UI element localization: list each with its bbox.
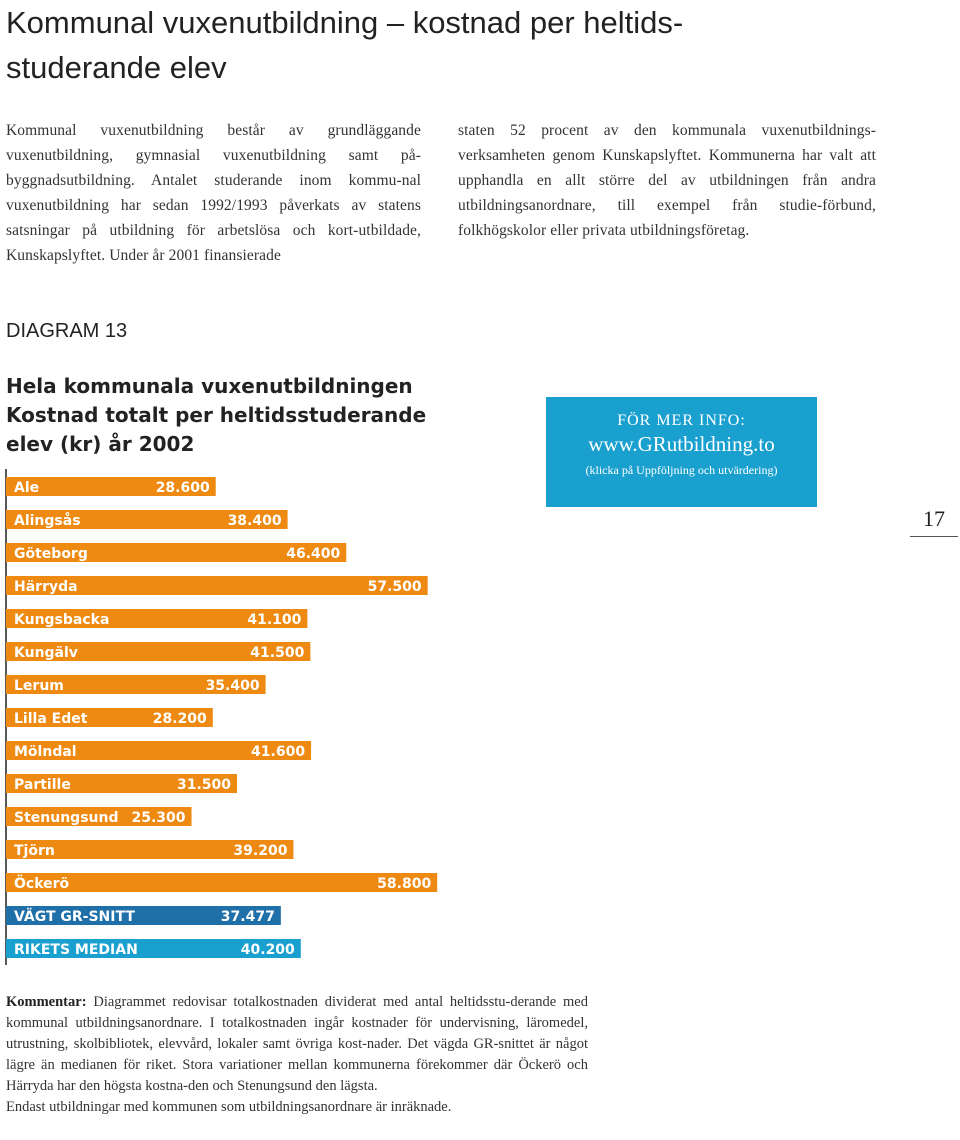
bar-category-label: Ale <box>14 480 40 496</box>
comment-text: Diagrammet redovisar totalkostnaden dividerat med antal heltidsstu-derande med kommunal utbildningsanordnare. I totalkostnaden ingår kostnader för undervisning, läromedel, utrustning, skolbibliotek, elevvård, lokaler samt övriga kost-nader. Det vägda GR-snittet är något lägre än medianen för riket. Stora variationer mellan kommunerna förekommer där Öckerö och Härryda har den högsta kostna-den och Stenungsund den lägsta. <box>6 994 588 1094</box>
chart-title-line: elev (kr) år 2002 <box>6 432 195 456</box>
intro-text-left: Kommunal vuxenutbildning består av grundläggande vuxenutbildning, gymnasial vuxenutbildning samt på-byggnadsutbildning. Antalet studerande inom kommu-nal vuxenutbildning har sedan 1992/1993 påverkats av statens satsningar på utbildning för arbetslösa och kort-utbildade, Kunskapslyftet. Under år 2001 finansierade <box>6 122 421 264</box>
bar-category-label: VÄGT GR-SNITT <box>14 909 135 925</box>
info-url-link[interactable]: www.GRutbildning.to <box>588 432 775 456</box>
bar-value-label: 40.200 <box>240 942 295 958</box>
info-subtext: (klicka på Uppföljning och utvärdering) <box>585 463 778 477</box>
bar-category-label: Kungsbacka <box>14 612 110 628</box>
info-heading: FÖR MER INFO: <box>617 412 746 429</box>
bar-value-label: 46.400 <box>286 546 341 562</box>
page-title: Kommunal vuxenutbildning – kostnad per heltids-studerande elev <box>6 5 684 85</box>
bar-category-label: Lerum <box>14 678 64 694</box>
chart-comment <box>6 992 588 1118</box>
comment-label: Kommentar: <box>6 994 87 1010</box>
chart-title-line: Kostnad totalt per heltidsstuderande <box>6 403 427 427</box>
bar-value-label: 25.300 <box>131 810 186 826</box>
bar-category-label: RIKETS MEDIAN <box>14 942 138 958</box>
bar-category-label: Härryda <box>14 579 78 595</box>
bar-category-label: Göteborg <box>14 546 88 562</box>
bar-value-label: 39.200 <box>233 843 288 859</box>
intro-text-right: staten 52 procent av den kommunala vuxenutbildnings-verksamheten genom Kunskapslyftet. Kommunerna har valt att upphandla en allt större del av utbildningen från andra utbildningsanordnare, till exempel från studie-förbund, folkhögskolor eller privata utbildningsföretag. <box>458 122 876 239</box>
bar-category-label: Alingsås <box>14 513 81 529</box>
bar-category-label: Stenungsund <box>14 810 119 826</box>
bar-öckerö <box>6 873 437 892</box>
page-number: 17 <box>910 506 958 537</box>
bar-value-label: 38.400 <box>227 513 282 529</box>
comment-footnote: Endast utbildningar med kommunen som utbildningsanordnare är inräknade. <box>6 1099 452 1115</box>
chart-title <box>6 372 427 459</box>
diagram-label: DIAGRAM 13 <box>6 320 128 342</box>
bar-value-label: 41.100 <box>247 612 302 628</box>
bar-value-label: 28.600 <box>155 480 210 496</box>
bar-value-label: 37.477 <box>220 909 275 925</box>
bar-value-label: 41.500 <box>250 645 305 661</box>
bar-category-label: Lilla Edet <box>14 711 88 727</box>
bar-category-label: Mölndal <box>14 744 77 760</box>
bar-value-label: 35.400 <box>205 678 260 694</box>
bar-value-label: 41.600 <box>251 744 306 760</box>
bar-value-label: 57.500 <box>367 579 422 595</box>
bar-category-label: Partille <box>14 777 71 793</box>
bar-category-label: Kungälv <box>14 645 78 661</box>
info-box <box>546 397 817 507</box>
bar-category-label: Öckerö <box>14 876 70 892</box>
bar-chart <box>0 465 470 965</box>
chart-title-line: Hela kommunala vuxenutbildningen <box>6 374 413 398</box>
bar-value-label: 58.800 <box>377 876 432 892</box>
bar-category-label: Tjörn <box>14 843 55 859</box>
bar-value-label: 31.500 <box>176 777 231 793</box>
bar-value-label: 28.200 <box>152 711 207 727</box>
